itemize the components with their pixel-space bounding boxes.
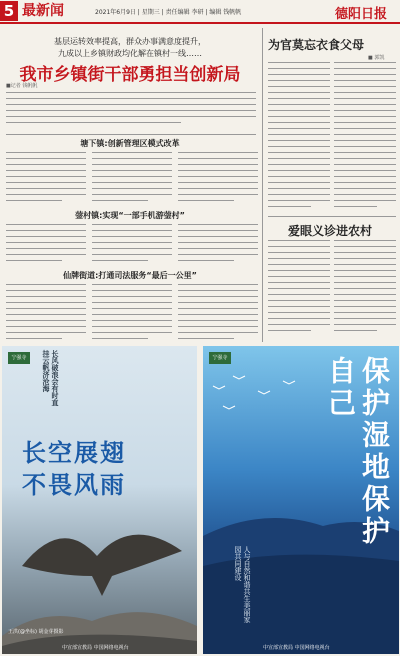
ad-calligraphy: 人与自然和谐共生美丽家园共同建设 [234, 546, 251, 623]
ad-wetland-poster [203, 346, 399, 654]
divider [268, 216, 396, 217]
ad-stamp: 宁强寺 [209, 352, 231, 364]
page-number: 5 [0, 1, 18, 21]
sub-story-3-col-3 [178, 284, 258, 342]
header-rule [0, 22, 400, 24]
lead-kicker-2: 九成以上乡镇财政均化解在镇村一线…… [58, 49, 202, 58]
sub-story-1-col-1 [6, 152, 86, 208]
sub-story-title-3: 仙牌街道:打通司法服务“最后一公里” [63, 271, 197, 280]
ad-footer: 中宣部宣教局 中国网络电视台 [263, 645, 330, 651]
newspaper-logo: 德阳日报 [335, 7, 388, 22]
lead-headline: 我市乡镇街干部勇担当创新局 [19, 65, 241, 85]
right-story-2-col-2 [334, 240, 396, 340]
sub-story-title-2: 蓥村镇:实现“一部手机游蓥村” [75, 211, 185, 220]
sub-story-2-col-3 [178, 224, 258, 268]
sub-story-title-1: 塘下镇:创新管理区模式改革 [80, 139, 180, 148]
lead-body-text [6, 92, 256, 130]
ad-footer: 中宣部宣教局 中国网络电视台 [62, 645, 129, 651]
divider [6, 134, 256, 135]
sub-story-2-col-1 [6, 224, 86, 268]
lead-kicker-1: 基层运转效率提高，群众办事满意度提升， [54, 37, 206, 46]
right-story-1-col-1 [268, 62, 330, 212]
sub-story-3-col-1 [6, 284, 86, 342]
lead-byline: ■记者 钱帆帆 [6, 83, 38, 89]
ad-stamp: 宁强寺 [8, 352, 30, 364]
ad-headline-1: 长空展翅 [22, 438, 126, 467]
ad-headline-2: 不畏风雨 [22, 470, 126, 499]
right-byline-1: ■ 郭凯 [368, 55, 385, 61]
ad-caption: 王洪(@坐标) 胡金芽摄影 [8, 629, 64, 635]
column-divider [262, 28, 263, 342]
sub-story-3-col-2 [92, 284, 172, 342]
section-title: 最新闻 [22, 3, 64, 19]
ad-headline: 保护湿地保护自己 [324, 356, 391, 548]
right-story-2-col-1 [268, 240, 330, 340]
sub-story-1-col-3 [178, 152, 258, 208]
ad-calligraphy: 长风破浪会有时直挂云帆济沧海 [42, 350, 60, 406]
issue-meta: 2021年6月9日 | 星期三 | 责任编辑 李研 | 编辑 钱帆帆 [95, 9, 242, 16]
right-title-2: 爱眼义诊进农村 [288, 224, 373, 238]
sub-story-1-col-2 [92, 152, 172, 208]
sub-story-2-col-2 [92, 224, 172, 268]
ad-eagle-poster [2, 346, 197, 654]
right-story-1-col-2 [334, 62, 396, 212]
right-title-1: 为官莫忘衣食父母 [268, 38, 365, 52]
